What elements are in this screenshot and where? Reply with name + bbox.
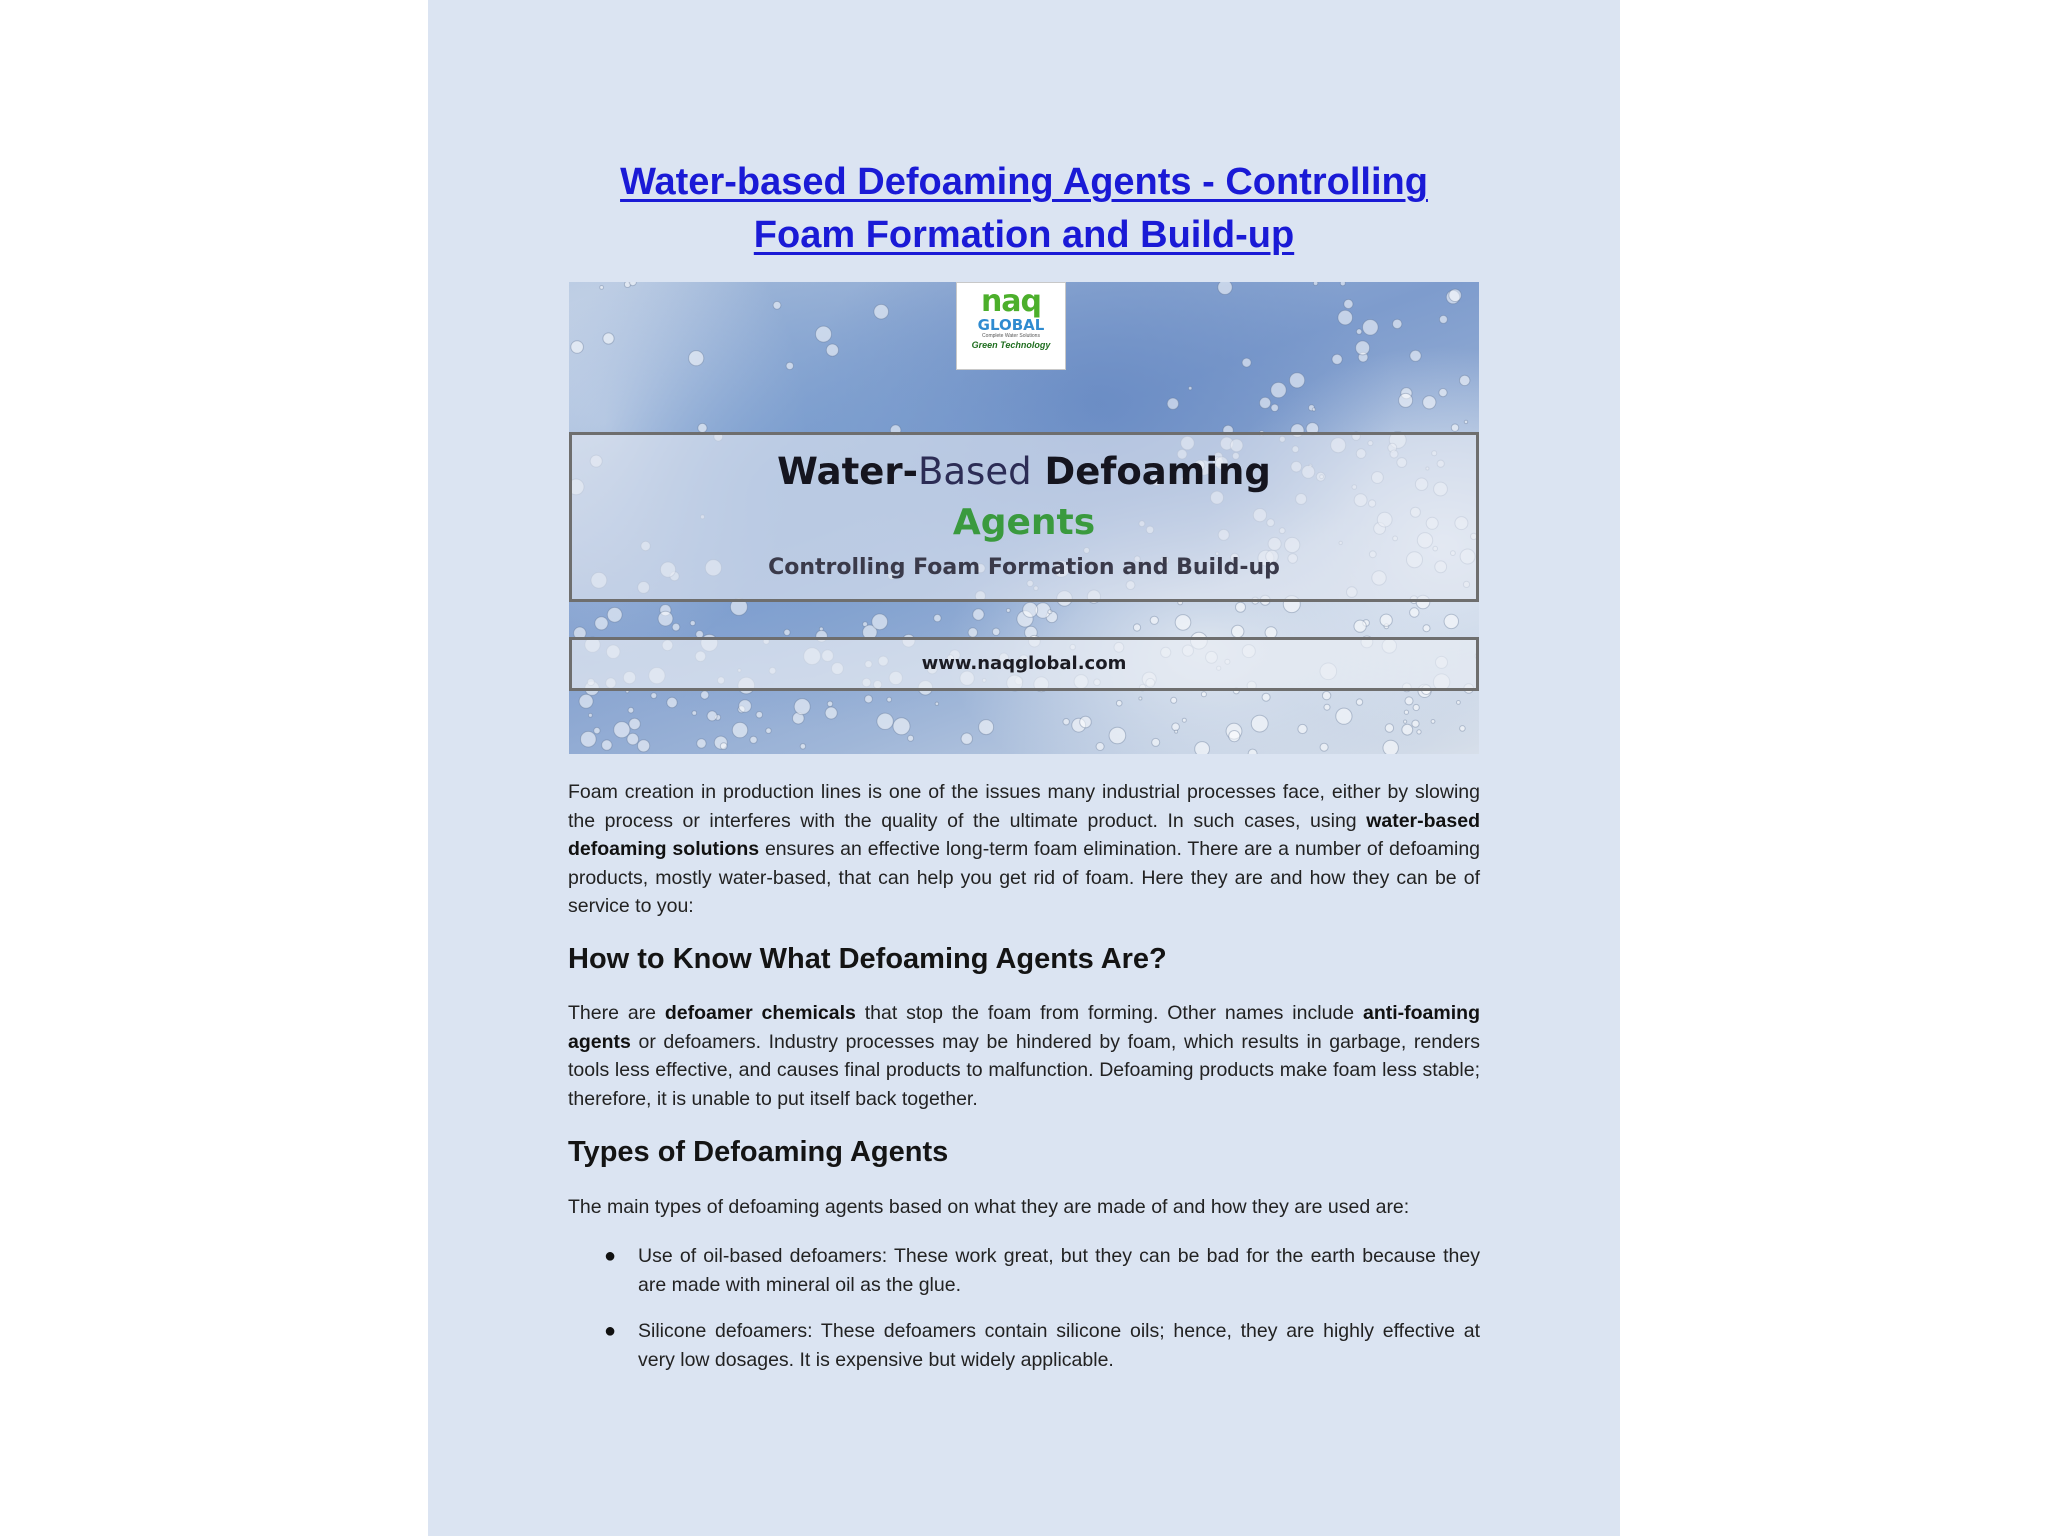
foam-bubble — [1354, 620, 1366, 632]
foam-bubble — [1412, 720, 1419, 727]
foam-bubble — [1260, 397, 1271, 408]
foam-bubble — [658, 611, 673, 626]
foam-bubble — [732, 722, 747, 737]
foam-bubble — [1006, 609, 1010, 613]
foam-bubble — [1410, 608, 1419, 617]
bullet-icon: ● — [604, 1245, 617, 1267]
foam-bubble — [1195, 742, 1210, 754]
defoamer-types-list — [604, 1242, 1480, 1392]
section1-text-1: There are — [568, 1002, 665, 1024]
hero-banner-image — [569, 282, 1479, 754]
intro-paragraph — [568, 778, 1480, 921]
bullet-icon: ● — [604, 1320, 617, 1342]
foam-bubble — [689, 351, 704, 366]
foam-bubble — [1229, 731, 1240, 742]
foam-bubble — [1399, 393, 1413, 407]
foam-bubble — [1271, 404, 1278, 411]
foam-bubble — [766, 728, 771, 733]
foam-bubble — [595, 617, 608, 630]
foam-bubble — [1344, 299, 1353, 308]
foam-bubble — [629, 718, 640, 729]
foam-bubble — [1439, 389, 1447, 397]
foam-bubble — [701, 691, 709, 699]
foam-bubble — [1248, 749, 1257, 754]
foam-bubble — [579, 694, 593, 708]
foam-bubble — [827, 701, 832, 706]
foam-bubble — [651, 693, 657, 699]
foam-bubble — [667, 697, 677, 707]
intro-text-1: Foam creation in production lines is one of the issues many industrial processes face, either by slowing the process or interferes with the quality of the ultimate product. In such cases, using — [568, 781, 1480, 832]
foam-bubble — [1383, 740, 1398, 754]
foam-bubble — [1023, 602, 1038, 617]
foam-bubble — [1109, 727, 1126, 744]
logo-tagline-2: Green Technology — [971, 340, 1051, 350]
document-title-link[interactable] — [568, 156, 1480, 262]
foam-bubble — [1423, 396, 1436, 409]
foam-bubble — [1385, 724, 1393, 732]
foam-bubble — [1410, 350, 1421, 361]
foam-bubble — [1048, 610, 1052, 614]
foam-bubble — [816, 326, 832, 342]
foam-bubble — [872, 614, 888, 630]
foam-bubble — [1402, 724, 1413, 735]
foam-bubble — [1313, 282, 1317, 285]
foam-bubble — [750, 736, 757, 743]
foam-bubble — [1262, 693, 1270, 701]
foam-bubble — [786, 362, 793, 369]
foam-bubble — [607, 607, 622, 622]
foam-bubble — [1242, 358, 1251, 367]
banner-heading — [572, 449, 1476, 495]
foam-bubble — [865, 695, 873, 703]
foam-bubble — [826, 344, 838, 356]
list-item-text: Silicone defoamers: These defoamers contain silicone oils; hence, they are highly effective at very low dosages. It is expensive but widely applicable. — [638, 1320, 1480, 1371]
foam-bubble — [992, 628, 999, 635]
foam-bubble — [1133, 624, 1140, 631]
title-line-1[interactable]: Water-based Defoaming Agents - Controlling — [620, 161, 1428, 203]
foam-bubble — [908, 735, 914, 741]
foam-bubble — [1460, 726, 1466, 732]
foam-bubble — [1271, 382, 1286, 397]
foam-bubble — [571, 341, 584, 354]
foam-bubble — [628, 707, 634, 713]
foam-bubble — [1172, 723, 1180, 731]
foam-bubble — [1404, 710, 1408, 714]
foam-bubble — [1444, 614, 1458, 628]
foam-bubble — [1096, 743, 1104, 751]
foam-bubble — [800, 744, 805, 749]
foam-bubble — [1232, 625, 1244, 637]
foam-bubble — [1332, 354, 1342, 364]
foam-bubble — [1356, 329, 1361, 334]
foam-bubble — [1380, 614, 1392, 626]
section1-bold-1: defoamer chemicals — [664, 1002, 856, 1024]
foam-bubble — [1063, 719, 1069, 725]
intro-bold-1: water-based defoaming solutions — [568, 809, 1480, 860]
foam-bubble — [1182, 718, 1186, 722]
foam-bubble — [934, 614, 941, 621]
foam-bubble — [602, 740, 612, 750]
foam-bubble — [1171, 697, 1177, 703]
section1-text-3: or defoamers. Industry processes may be hindered by foam, which results in garbage, renders tools less effective, and causes final products to malfunction. Defoaming products make foam less stable; therefore, it is unable to put itself back together. — [568, 1030, 1480, 1110]
foam-bubble — [1356, 341, 1370, 355]
foam-bubble — [1290, 373, 1305, 388]
foam-bubble — [756, 712, 762, 718]
foam-bubble — [1312, 408, 1315, 411]
banner-heading-part2: Based — [918, 450, 1032, 493]
foam-bubble — [1152, 738, 1160, 746]
foam-bubble — [672, 623, 680, 631]
foam-bubble — [1439, 315, 1447, 323]
foam-bubble — [1139, 697, 1142, 700]
foam-bubble — [1218, 282, 1232, 295]
foam-bubble — [1417, 730, 1421, 734]
foam-bubble — [1336, 708, 1352, 724]
foam-bubble — [1464, 420, 1467, 423]
foam-bubble — [1298, 724, 1307, 733]
foam-bubble — [887, 697, 892, 702]
section1-text-2: that stop the foam from forming. Other names include — [855, 1002, 1363, 1024]
foam-bubble — [1189, 387, 1192, 390]
foam-bubble — [739, 700, 752, 713]
list-item — [604, 1242, 1480, 1299]
foam-bubble — [720, 743, 727, 750]
list-item — [604, 1317, 1480, 1374]
foam-bubble — [1451, 424, 1458, 431]
logo-tagline: Complete Water Solutions — [982, 333, 1040, 339]
foam-bubble — [603, 333, 614, 344]
title-line-2[interactable]: Foam Formation and Build-up — [753, 214, 1295, 256]
section2-intro: The main types of defoaming agents based on what they are made of and how they are used are: — [568, 1196, 1410, 1218]
foam-bubble — [1150, 616, 1158, 624]
foam-bubble — [979, 720, 994, 735]
banner-heading-part1: Water- — [777, 450, 918, 493]
foam-bubble — [968, 628, 977, 637]
foam-bubble — [1423, 625, 1430, 632]
foam-bubble — [784, 629, 790, 635]
foam-bubble — [1080, 716, 1092, 728]
foam-bubble — [877, 713, 893, 729]
banner-subheading: Controlling Foam Formation and Build-up — [768, 555, 1280, 580]
section1-paragraph — [568, 999, 1480, 1113]
foam-bubble — [594, 727, 600, 733]
foam-bubble — [1460, 375, 1470, 385]
foam-bubble — [773, 301, 781, 309]
foam-bubble — [629, 282, 636, 286]
section1-bold-2: anti-foaming agents — [568, 1002, 1480, 1053]
banner-heading-line2: Agents — [952, 502, 1096, 543]
foam-bubble — [961, 733, 972, 744]
foam-bubble — [1393, 319, 1402, 328]
foam-bubble — [1356, 699, 1362, 705]
foam-bubble — [1320, 743, 1328, 751]
foam-bubble — [1340, 282, 1345, 286]
logo-brand-text: naq — [980, 284, 1042, 319]
foam-bubble — [627, 733, 639, 745]
foam-bubble — [1338, 310, 1353, 325]
naq-global-logo — [956, 282, 1066, 370]
foam-bubble — [973, 609, 984, 620]
foam-bubble — [1413, 704, 1419, 710]
foam-bubble — [1175, 730, 1178, 733]
foam-bubble — [692, 711, 697, 716]
list-item-text: Use of oil-based defoamers: These work great, but they can be bad for the earth because they are made with mineral oil as the glue. — [638, 1245, 1480, 1296]
document-page — [428, 0, 1620, 1536]
foam-bubble — [1457, 701, 1461, 705]
foam-bubble — [707, 711, 717, 721]
banner-heading-part3: Defoaming — [1031, 450, 1271, 493]
foam-bubble — [1405, 697, 1413, 705]
foam-bubble — [1251, 715, 1268, 732]
foam-bubble — [1175, 615, 1191, 631]
foam-bubble — [1324, 704, 1330, 710]
foam-bubble — [697, 739, 706, 748]
foam-bubble — [1167, 398, 1178, 409]
logo-sub-text: GLOBAL — [977, 316, 1045, 334]
foam-bubble — [1236, 602, 1246, 612]
foam-bubble — [935, 702, 938, 705]
foam-bubble — [690, 621, 695, 626]
foam-bubble — [794, 699, 810, 715]
foam-bubble — [614, 722, 630, 738]
banner-title-panel — [569, 432, 1479, 602]
foam-bubble — [600, 286, 604, 290]
section2-heading: Types of Defoaming Agents — [568, 1136, 949, 1168]
banner-website: www.naqglobal.com — [569, 637, 1479, 691]
foam-bubble — [1449, 289, 1461, 301]
foam-bubble — [1201, 692, 1206, 697]
foam-bubble — [1431, 720, 1435, 724]
foam-bubble — [893, 718, 910, 735]
foam-bubble — [638, 740, 650, 752]
foam-bubble — [1116, 700, 1122, 706]
foam-bubble — [1404, 720, 1407, 723]
foam-bubble — [874, 304, 889, 319]
intro-text-2: ensures an effective long-term foam elimination. There are a number of defoaming products, mostly water-based, that can help you get rid of foam. Here they are and how they can be of service to you: — [568, 838, 1481, 917]
section1-heading: How to Know What Defoaming Agents Are? — [568, 943, 1167, 975]
foam-bubble — [581, 731, 597, 747]
foam-bubble — [825, 707, 837, 719]
foam-bubble — [1363, 320, 1379, 336]
foam-bubble — [1322, 691, 1330, 699]
foam-bubble — [589, 713, 593, 717]
